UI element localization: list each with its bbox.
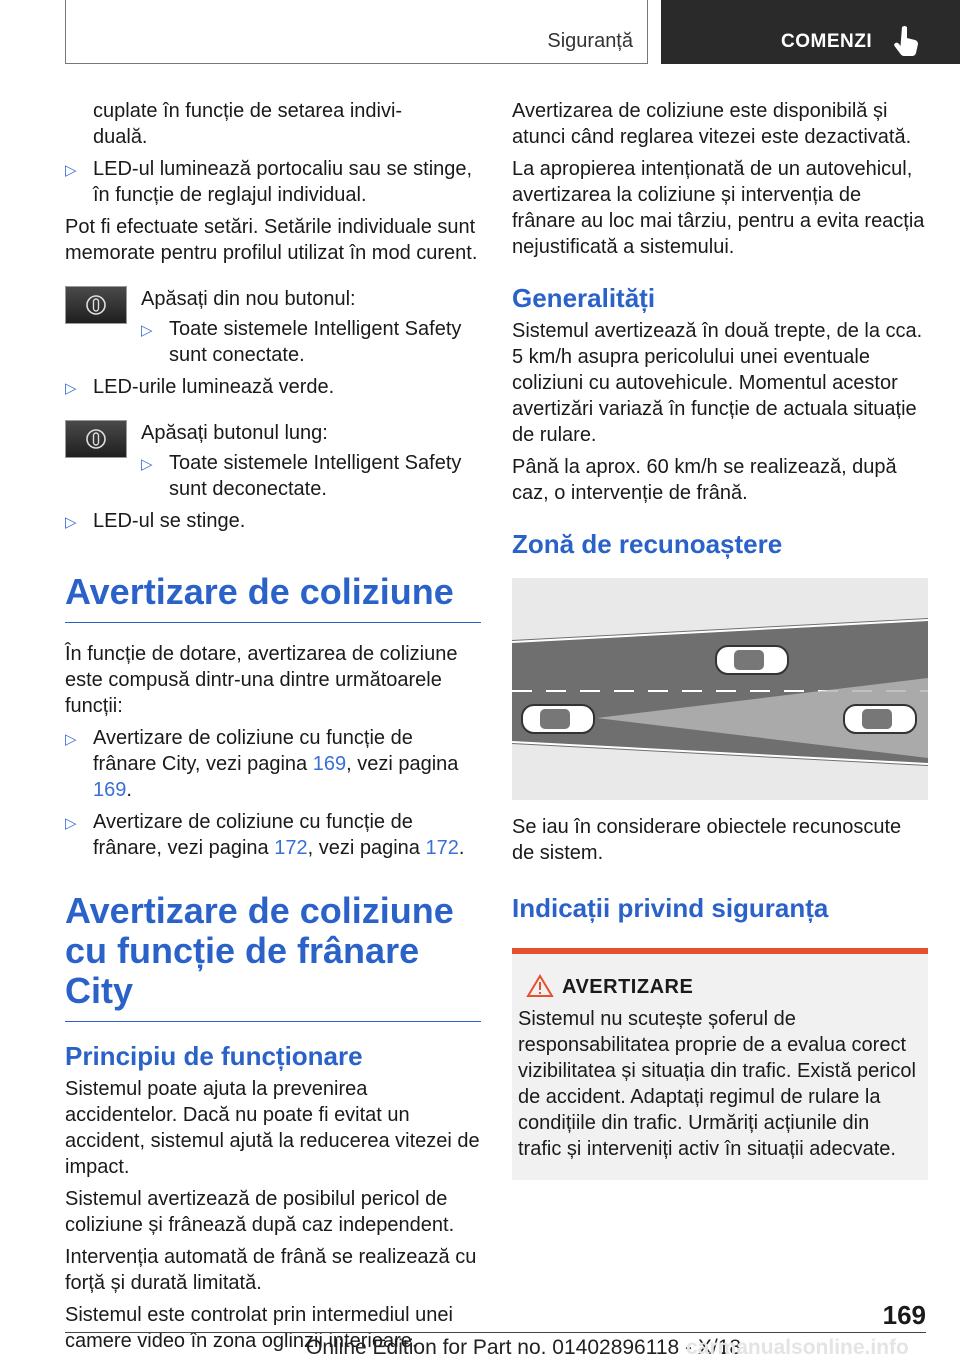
list-item: ▷ LED-urile luminează verde.: [65, 374, 481, 400]
heading-city-braking: Avertizare de coliziune cu funcție de frânare City: [65, 891, 481, 1022]
left-column: [65, 98, 481, 1360]
button-instruction-again: [65, 286, 481, 368]
page-link-172[interactable]: 172: [274, 837, 308, 859]
principle-paragraph-2: Sistemul avertizează de posibilul pericol de coliziune și frânează după caz independent.: [65, 1188, 455, 1236]
list-item: ▷ Toate sistemele Intelligent Safety sunt deconectate.: [141, 452, 462, 500]
page-link-169[interactable]: 169: [93, 779, 127, 801]
warning-title: AVERTIZARE: [562, 976, 694, 998]
press-long-text: Apăsați butonul lung:: [141, 422, 328, 444]
warning-text: Sistemul nu scutește șoferul de responsabilitatea proprie de a evalua corect vizibilitatea și situația din trafic. Există pericol de accident. Adaptați regimul de rulare la condițiile din trafic. Urmăriți acțiunile din trafic și interveniți activ în situații adecvate.: [518, 1008, 916, 1160]
heading-principle: Principiu de funcționare: [65, 1041, 363, 1071]
watermark: carmanualsonline.info: [686, 1336, 909, 1359]
page-link-172[interactable]: 172: [425, 837, 459, 859]
warning-triangle-icon: [526, 974, 554, 998]
principle-paragraph-1: Sistemul poate ajuta la prevenirea accidentelor. Dacă nu poate fi evitat un accident, sistemul ajută la reducerea vitezei de impact.: [65, 1078, 480, 1178]
list-item: ▷ Avertizare de coliziune cu funcție de frânare, vezi pagina 172, vezi pagina 172.: [65, 811, 465, 859]
triangle-bullet-icon: ▷: [65, 815, 77, 832]
car-icon: [522, 705, 594, 733]
edition-text: Online Edition for Part no. 01402896118 - X/18: [306, 1336, 742, 1359]
car-icon: [844, 705, 916, 733]
header-active-tab[interactable]: [661, 0, 960, 64]
heading-collision-warning: Avertizare de coliziune: [65, 572, 481, 623]
continuation-text: cuplate în funcție de setarea indivi- duală.: [93, 100, 403, 148]
principle-paragraph-3: Intervenția automată de frână se realizează cu forță și durată limitată.: [65, 1246, 477, 1294]
warning-box: [512, 948, 928, 1180]
header-section-label: Siguranță: [547, 30, 633, 52]
settings-paragraph: Pot fi efectuate setări. Setările individuale sunt memorate pentru profilul utilizat în mod curent.: [65, 216, 478, 264]
triangle-bullet-icon: ▷: [65, 731, 77, 748]
button-instruction-long: [65, 420, 481, 502]
page-link-169[interactable]: 169: [312, 753, 347, 775]
intelligent-safety-button-icon: [65, 420, 127, 458]
heading-general: Generalități: [512, 283, 656, 313]
triangle-bullet-icon: ▷: [65, 514, 77, 531]
detection-zone-diagram: [512, 578, 928, 800]
intelligent-safety-button-icon: [65, 286, 127, 324]
list-item: ▷ Avertizare de coliziune cu funcție de frânare City, vezi pagina 169, vezi pagina 169.: [65, 727, 459, 801]
detection-zone-paragraph: Se iau în considerare obiectele recunoscute de sistem.: [512, 816, 902, 864]
triangle-bullet-icon: ▷: [65, 380, 77, 397]
header-section-tab[interactable]: [65, 0, 648, 64]
hand-pointer-icon: [893, 24, 921, 56]
general-paragraph-2: Până la aprox. 60 km/h se realizează, după caz, o intervenție de frână.: [512, 456, 897, 504]
principle-paragraph-4: Sistemul este controlat prin intermediul unei camere video în zona oglinzii interioare.: [65, 1304, 453, 1352]
approach-paragraph: La apropierea intenționată de un autovehicul, avertizarea la coliziune și intervenția de frânare au loc mai târziu, pentru a evita reacția nejustificată a sistemului.: [512, 158, 925, 258]
heading-safety: Indicații privind siguranța: [512, 893, 829, 923]
header-active-label: COMENZI: [781, 31, 873, 52]
right-column: [512, 98, 928, 1180]
triangle-bullet-icon: ▷: [141, 456, 153, 473]
car-icon: [716, 646, 788, 674]
footer-edition: [306, 1336, 909, 1360]
press-again-text: Apăsați din nou butonul:: [141, 288, 356, 310]
triangle-bullet-icon: ▷: [65, 162, 77, 179]
list-item: ▷ Toate sistemele Intelligent Safety sunt conectate.: [141, 318, 462, 366]
page-number: 169: [882, 1300, 926, 1330]
footer-divider: [65, 1332, 926, 1333]
list-item: ▷ LED-ul luminează portocaliu sau se stinge, în funcție de reglajul individual.: [65, 158, 473, 206]
heading-detection-zone: Zonă de recunoaștere: [512, 529, 783, 559]
availability-paragraph: Avertizarea de coliziune este disponibilă și atunci când reglarea vitezei este dezactivată.: [512, 100, 912, 148]
list-item: ▷ LED-ul se stinge.: [65, 508, 481, 534]
triangle-bullet-icon: ▷: [141, 322, 153, 339]
collision-paragraph: În funcție de dotare, avertizarea de coliziune este compusă dintr-una dintre următoarele funcții:: [65, 643, 458, 717]
general-paragraph-1: Sistemul avertizează în două trepte, de la cca. 5 km/h asupra pericolului unei eventuale coliziuni cu autovehicule. Momentul acestor avertizări variază în funcție de actuala situație de rulare.: [512, 320, 923, 446]
